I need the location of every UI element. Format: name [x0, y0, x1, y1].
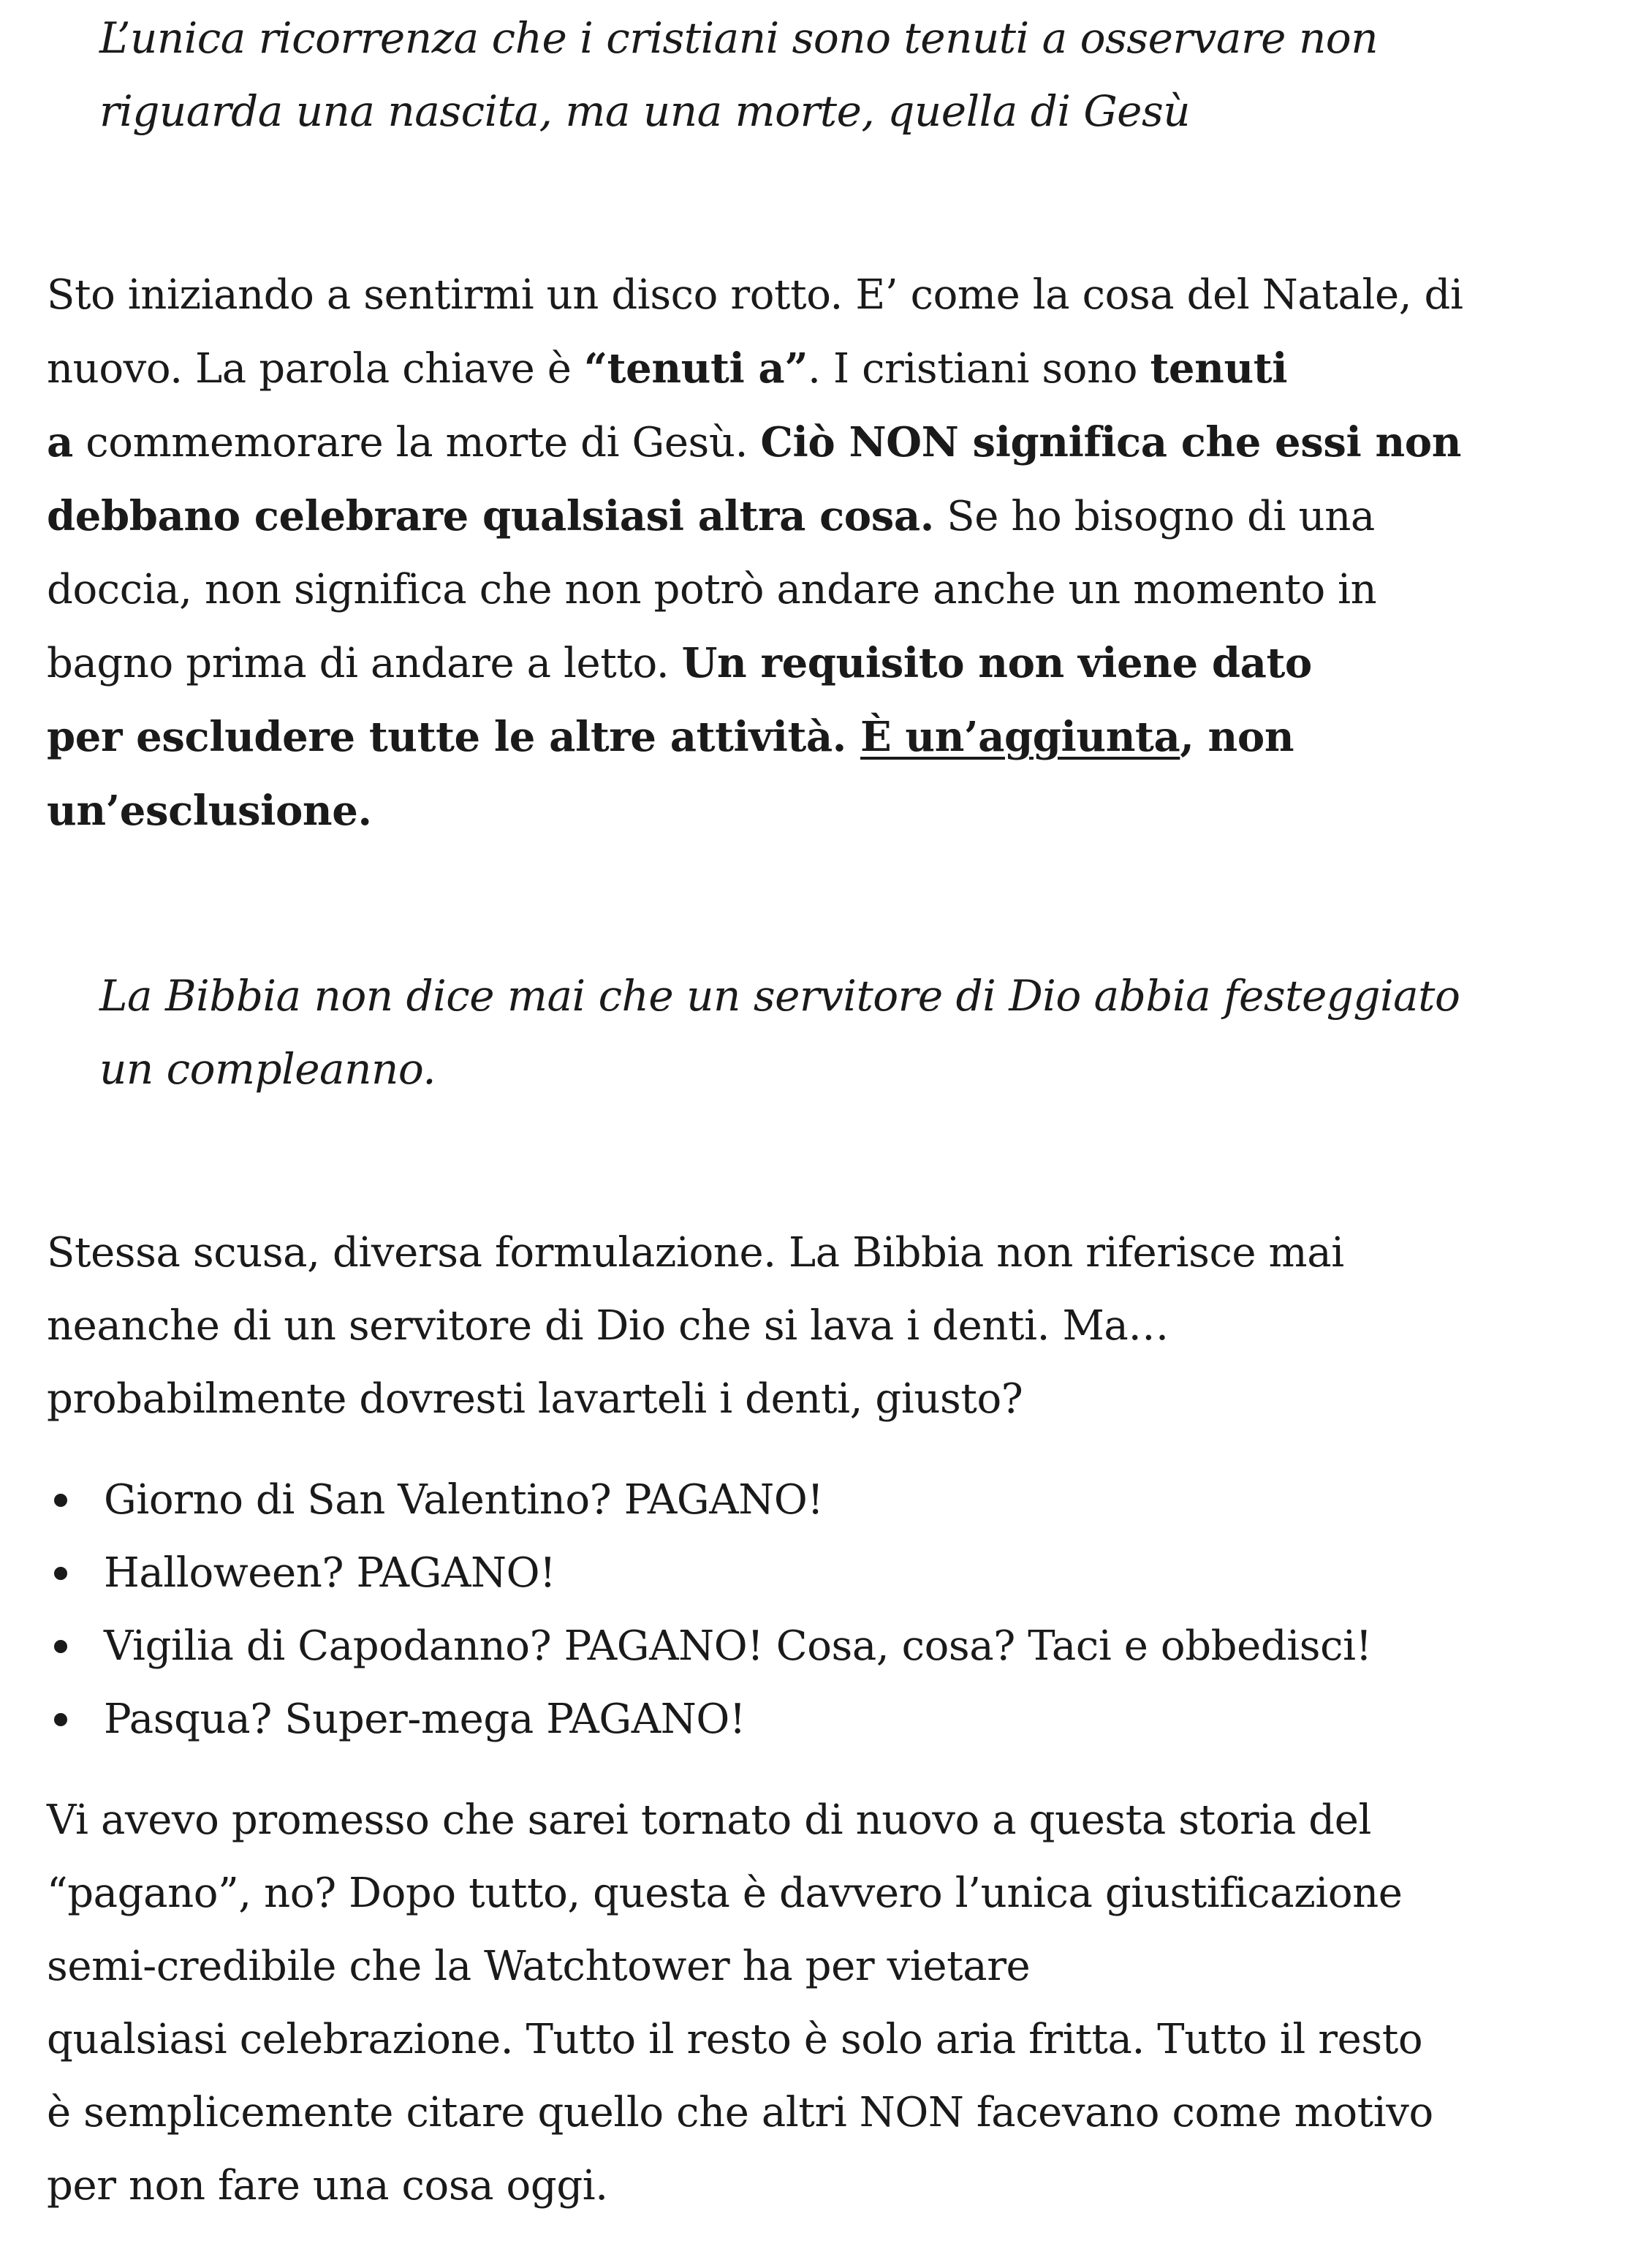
bold-text: un’esclusione.: [47, 787, 372, 835]
text-run: . I cristiani sono: [808, 345, 1150, 393]
bold-text: debbano celebrare qualsiasi altra cosa.: [47, 492, 934, 540]
text-run: Se ho bisogno di una: [933, 493, 1375, 540]
bold-text: “tenuti a”: [583, 344, 808, 393]
paragraph-broken-record: [47, 259, 1589, 848]
quote-line: L’unica ricorrenza che i cristiani sono tenuti a osservare non: [99, 13, 1379, 63]
list-item-text: Halloween? PAGANO!: [104, 1549, 556, 1597]
paragraph-line: semi-credibile che la Watchtower ha per vietare: [47, 1943, 1031, 1990]
paragraph-line: neanche di un servitore di Dio che si lava i denti. Ma…: [47, 1302, 1169, 1350]
text-run: commemorare la morte di Gesù.: [72, 419, 761, 466]
paragraph-line: probabilmente dovresti lavarteli i denti, giusto?: [47, 1375, 1023, 1423]
paragraph-line: qualsiasi celebrazione. Tutto il resto è solo aria fritta. Tutto il resto: [47, 2016, 1423, 2063]
bold-text: Ciò NON significa che essi non: [760, 418, 1462, 466]
text-run: nuovo. La parola chiave è: [47, 345, 584, 393]
list-item-text: Pasqua? Super-mega PAGANO!: [104, 1696, 746, 1743]
paragraph-line: [47, 774, 1589, 848]
bold-text: per escludere tutte le altre attività.: [47, 713, 860, 761]
list-item-text: Giorno di San Valentino? PAGANO!: [104, 1476, 824, 1524]
quote-line: un compleanno.: [99, 1044, 436, 1094]
text-run: Sto iniziando a sentirmi un disco rotto. E’ come la cosa del Natale, di: [47, 271, 1463, 319]
paragraph-line: [47, 480, 1589, 553]
list-item: [104, 1537, 1591, 1610]
bullet-icon: [54, 1494, 67, 1507]
blockquote-bible-birthday: [47, 959, 1525, 1105]
paragraph-same-excuse: [47, 1217, 1589, 1436]
list-item-text: Vigilia di Capodanno? PAGANO! Cosa, cosa? Taci e obbedisci!: [104, 1622, 1372, 1670]
paragraph-line: “pagano”, no? Dopo tutto, questa è davvero l’unica giustificazione: [47, 1870, 1403, 1917]
paragraph-line: [47, 406, 1589, 480]
pagan-holidays-list: [47, 1464, 1591, 1756]
text-run: doccia, non significa che non potrò andare anche un momento in: [47, 566, 1377, 613]
paragraph-line: per non fare una cosa oggi.: [47, 2162, 608, 2210]
list-item: [104, 1464, 1591, 1537]
paragraph-line: [47, 259, 1589, 332]
paragraph-line: [47, 700, 1589, 774]
paragraph-line: [47, 627, 1589, 700]
paragraph-line: è semplicemente citare quello che altri NON facevano come motivo: [47, 2089, 1433, 2136]
paragraph-line: Vi avevo promesso che sarei tornato di nuovo a questa storia del: [47, 1796, 1371, 1844]
bullet-icon: [54, 1640, 67, 1653]
list-item: [104, 1610, 1591, 1683]
bullet-icon: [54, 1713, 67, 1726]
quote-line: riguarda una nascita, ma una morte, quella di Gesù: [99, 86, 1191, 136]
text-run: bagno prima di andare a letto.: [47, 640, 682, 687]
bullet-icon: [54, 1567, 67, 1580]
paragraph-pagan-story: [47, 1784, 1589, 2223]
paragraph-line: [47, 332, 1589, 406]
bold-text: , non: [1180, 713, 1294, 761]
bold-text: a: [47, 418, 73, 466]
bold-text: Un requisito non viene dato: [681, 639, 1312, 687]
paragraph-line: Stessa scusa, diversa formulazione. La Bibbia non riferisce mai: [47, 1229, 1344, 1277]
list-item: [104, 1683, 1591, 1756]
bold-text: tenuti: [1150, 344, 1288, 393]
blockquote-christian-observance: [47, 0, 1525, 148]
paragraph-line: [47, 553, 1589, 627]
underlined-bold-text: È un’aggiunta: [860, 713, 1180, 761]
quote-line: La Bibbia non dice mai che un servitore di Dio abbia festeggiato: [99, 971, 1460, 1021]
